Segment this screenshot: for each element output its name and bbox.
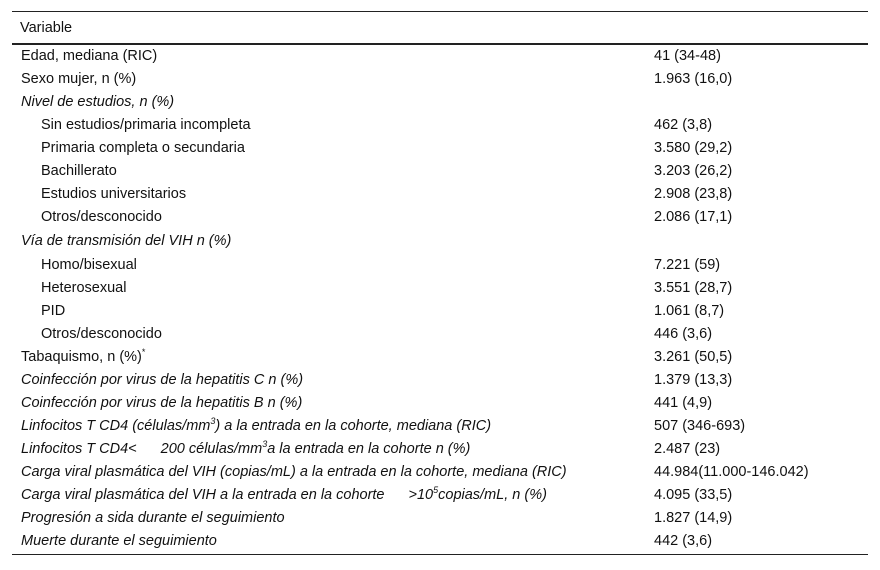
row-value <box>654 228 868 253</box>
row-label: Otros/desconocido <box>41 325 162 342</box>
section-label: Vía de transmisión del VIH n (%) <box>21 232 232 249</box>
table-row <box>12 299 868 322</box>
row-label-text: >10 <box>408 486 434 503</box>
row-label: Edad, mediana (RIC) <box>21 48 158 64</box>
row-value: 44.984(11.000-146.042) <box>654 463 809 480</box>
row-label-text: Linfocitos T CD4< <box>21 440 137 457</box>
table-row <box>12 506 868 529</box>
row-value: 4.095 (33,5) <box>654 486 733 503</box>
row-value: 442 (3,6) <box>654 533 713 550</box>
row-label: Sin estudios/primaria incompleta <box>41 116 251 133</box>
row-label: Otros/desconocido <box>41 208 162 225</box>
row-value: 3.203 (26,2) <box>654 162 733 179</box>
row-value: 2.908 (23,8) <box>654 185 733 202</box>
superscript: 5 <box>433 484 439 495</box>
table-row <box>12 205 868 228</box>
row-value: 1.827 (14,9) <box>654 509 733 526</box>
row-label: Homo/bisexual <box>41 256 137 273</box>
header-variable: Variable <box>20 19 73 36</box>
table-row <box>12 368 868 391</box>
table-container <box>12 11 868 555</box>
row-value: 3.261 (50,5) <box>654 348 733 365</box>
row-value: 2.487 (23) <box>654 440 721 457</box>
row-label-text: Tabaquismo, n (%) <box>21 348 142 365</box>
table-row <box>12 345 868 368</box>
row-label: Progresión a sida durante el seguimiento <box>21 509 285 526</box>
table-row <box>12 67 868 90</box>
section-label: Nivel de estudios, n (%) <box>21 93 175 110</box>
row-value: 462 (3,8) <box>654 116 713 133</box>
row-value <box>654 90 868 113</box>
row-label: Estudios universitarios <box>41 185 187 202</box>
row-label-text: Carga viral plasmática del VIH a la entrada en la cohorte <box>21 486 385 503</box>
row-label: Heterosexual <box>41 279 127 296</box>
table-row <box>12 391 868 414</box>
row-label: Coinfección por virus de la hepatitis C n (%) <box>21 371 304 388</box>
row-value: 2.086 (17,1) <box>654 208 733 225</box>
row-label <box>12 483 654 506</box>
table-row <box>12 276 868 299</box>
table-row <box>12 44 868 67</box>
table-row <box>12 253 868 276</box>
table-row <box>12 437 868 460</box>
table-section-row <box>12 90 868 113</box>
row-label: Muerte durante el seguimiento <box>21 533 217 550</box>
row-label-text: 200 células/mm <box>160 440 263 457</box>
superscript: 3 <box>210 415 216 426</box>
row-label: PID <box>41 302 66 319</box>
row-value: 41 (34-48) <box>654 48 721 64</box>
table-row <box>12 159 868 182</box>
row-label-text: copias/mL, n (%) <box>438 486 547 503</box>
row-label-text: Linfocitos T CD4 (células/mm <box>21 417 211 434</box>
table-row <box>12 460 868 483</box>
row-value: 3.551 (28,7) <box>654 279 733 296</box>
table-header-row <box>12 12 868 45</box>
superscript: 3 <box>262 438 268 449</box>
row-value: 1.061 (8,7) <box>654 302 725 319</box>
row-value: 446 (3,6) <box>654 325 713 342</box>
row-value: 3.580 (29,2) <box>654 139 733 156</box>
row-label: Coinfección por virus de la hepatitis B n (%) <box>21 394 303 411</box>
table-row <box>12 113 868 136</box>
row-label <box>12 437 654 460</box>
row-value: 441 (4,9) <box>654 394 713 411</box>
table-row <box>12 182 868 205</box>
table-row <box>12 136 868 159</box>
table-row <box>12 529 868 554</box>
row-label-text: a la entrada en la cohorte n (%) <box>267 440 471 457</box>
row-label: Carga viral plasmática del VIH (copias/mL) a la entrada en la cohorte, mediana (RIC) <box>21 463 567 480</box>
row-value: 507 (346-693) <box>654 417 746 434</box>
row-label: Sexo mujer, n (%) <box>21 70 137 87</box>
row-value: 1.963 (16,0) <box>654 70 733 87</box>
row-label <box>12 414 654 437</box>
footnote-marker: * <box>141 346 146 357</box>
row-label: Primaria completa o secundaria <box>41 139 245 156</box>
table-row <box>12 483 868 506</box>
row-value: 1.379 (13,3) <box>654 371 733 388</box>
row-label <box>12 345 654 368</box>
cohort-characteristics-table <box>12 11 868 555</box>
table-section-row <box>12 228 868 253</box>
table-row <box>12 322 868 345</box>
row-label: Bachillerato <box>41 162 117 179</box>
row-value: 7.221 (59) <box>654 256 721 273</box>
table-row <box>12 414 868 437</box>
row-label-text: ) a la entrada en la cohorte, mediana (RIC) <box>215 417 492 434</box>
